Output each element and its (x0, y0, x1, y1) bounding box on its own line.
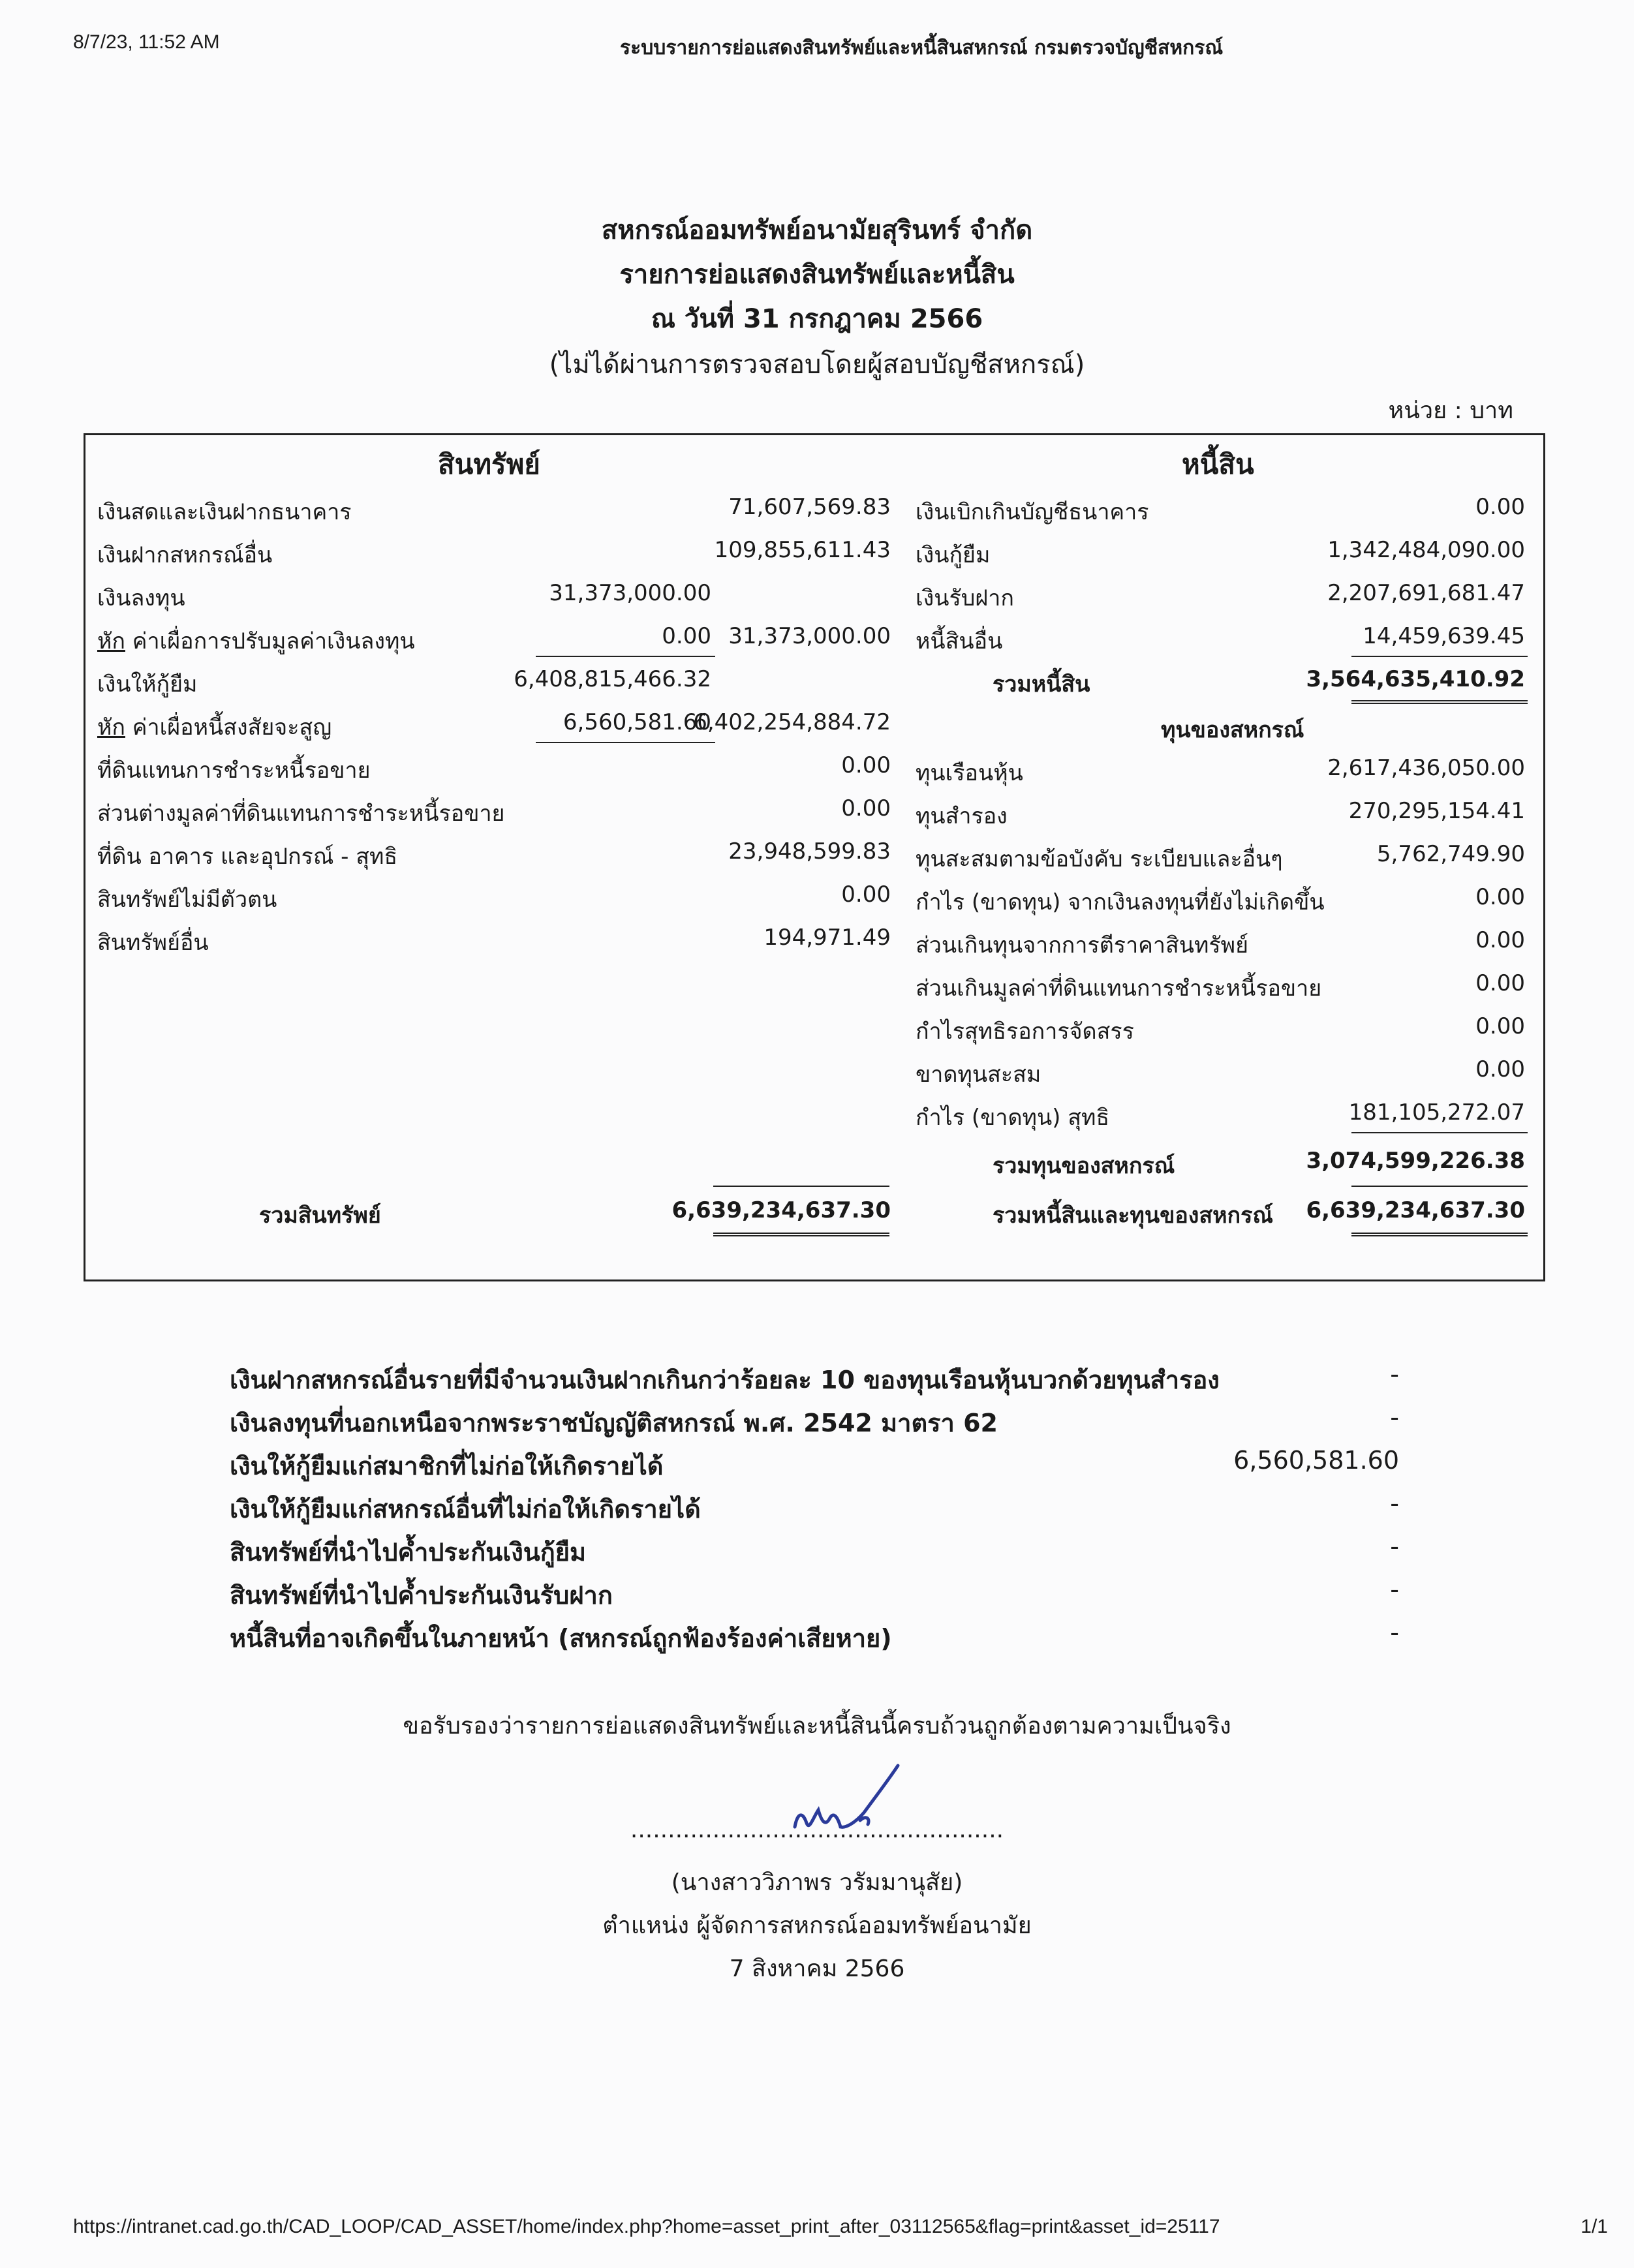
asset-value: 109,855,611.43 (714, 537, 891, 563)
page-count: 1/1 (1580, 2216, 1608, 2237)
certification-date: 7 สิงหาคม 2566 (729, 1955, 905, 1982)
total-double-rule (713, 1233, 889, 1236)
note-value: - (1390, 1618, 1399, 1647)
total-liabilities-value: 3,564,635,410.92 (1306, 666, 1525, 692)
deduct-prefix: หัก (97, 628, 125, 654)
asset-subvalue: 0.00 (662, 623, 711, 649)
asset-value: 0.00 (841, 881, 891, 908)
note-value: - (1390, 1575, 1399, 1604)
note-value: - (1390, 1360, 1399, 1388)
asset-value: 31,373,000.00 (728, 623, 891, 649)
signer-position: ตำแหน่ง ผู้จัดการสหกรณ์ออมทรัพย์อนามัย (602, 1912, 1032, 1939)
equity-label: ทุนเรือนหุ้น (916, 760, 1023, 786)
total-rule (1351, 1186, 1528, 1187)
balance-sheet-table (84, 433, 1545, 1281)
liability-label: เงินกู้ยืม (916, 542, 991, 568)
equity-value: 5,762,749.90 (1376, 841, 1525, 867)
note-label: เงินให้กู้ยืมแก่สหกรณ์อื่นที่ไม่ก่อให้เกิดรายได้ (230, 1495, 701, 1524)
note-value: - (1390, 1532, 1399, 1561)
note-value: - (1390, 1489, 1399, 1518)
note-label: สินทรัพย์ที่นำไปค้ำประกันเงินกู้ยืม (230, 1538, 587, 1567)
org-name: สหกรณ์ออมทรัพย์อนามัยสุรินทร์ จำกัด (601, 215, 1033, 245)
total-double-rule (1351, 1233, 1528, 1236)
total-liabilities-label: รวมหนี้สิน (993, 671, 1090, 697)
note-label: สินทรัพย์ที่นำไปค้ำประกันเงินรับฝาก (230, 1581, 613, 1610)
total-assets-value: 6,639,234,637.30 (671, 1197, 891, 1223)
asset-label: ที่ดิน อาคาร และอุปกรณ์ - สุทธิ (97, 844, 398, 870)
liability-value: 0.00 (1475, 494, 1525, 520)
total-assets-label: รวมสินทรัพย์ (259, 1203, 381, 1229)
equity-value: 2,617,436,050.00 (1327, 755, 1525, 781)
asset-subvalue: 31,373,000.00 (549, 580, 711, 606)
note-value: - (1390, 1403, 1399, 1432)
asset-label: เงินสดและเงินฝากธนาคาร (97, 499, 352, 525)
liabilities-heading: หนี้สิน (1182, 448, 1254, 480)
asset-label: เงินฝากสหกรณ์อื่น (97, 542, 273, 568)
note-label: เงินลงทุนที่นอกเหนือจากพระราชบัญญัติสหกรณ์ พ.ศ. 2542 มาตรา 62 (230, 1409, 998, 1437)
deduct-prefix: หัก (97, 714, 125, 741)
liability-label: หนี้สินอื่น (916, 628, 1003, 654)
liability-value: 1,342,484,090.00 (1327, 537, 1525, 563)
signature-line: .................................................. (630, 1816, 1004, 1843)
signer-name: (นางสาววิภาพร วรัมมานุสัย) (671, 1869, 963, 1896)
asset-label-text: ค่าเผื่อการปรับมูลค่าเงินลงทุน (125, 628, 415, 654)
equity-value: 0.00 (1475, 927, 1525, 953)
asset-value: 194,971.49 (763, 925, 891, 951)
grand-total-label: รวมหนี้สินและทุนของสหกรณ์ (993, 1203, 1273, 1229)
equity-heading: ทุนของสหกรณ์ (1161, 717, 1304, 743)
asset-value: 23,948,599.83 (728, 838, 891, 865)
asset-label (97, 623, 415, 658)
subtotal-rule (1351, 1132, 1528, 1133)
subtotal-rule (536, 656, 715, 657)
page-title: ระบบรายการย่อแสดงสินทรัพย์และหนี้สินสหกรณ์ กรมตรวจบัญชีสหกรณ์ (620, 37, 1224, 59)
asset-subvalue: 6,560,581.60 (563, 709, 711, 735)
total-equity-label: รวมทุนของสหกรณ์ (993, 1153, 1175, 1179)
asset-value: 6,402,254,884.72 (693, 709, 891, 735)
equity-label: ส่วนเกินมูลค่าที่ดินแทนการชำระหนี้รอขาย (916, 975, 1322, 1002)
asset-label-text: ค่าเผื่อหนี้สงสัยจะสูญ (125, 714, 332, 741)
asset-label: เงินลงทุน (97, 585, 185, 611)
equity-value: 181,105,272.07 (1348, 1099, 1525, 1126)
asset-label: สินทรัพย์ไม่มีตัวตน (97, 887, 277, 913)
subtotal-rule (1351, 656, 1528, 657)
equity-value: 0.00 (1475, 884, 1525, 910)
unit-label: หน่วย : บาท (1388, 397, 1513, 424)
equity-label: ส่วนเกินทุนจากการตีราคาสินทรัพย์ (916, 932, 1248, 958)
page-url: https://intranet.cad.go.th/CAD_LOOP/CAD_ASSET/home/index.php?home=asset_print_after_03112565&flag=print&asset_id=25117 (73, 2216, 1220, 2237)
asset-label: ส่วนต่างมูลค่าที่ดินแทนการชำระหนี้รอขาย (97, 801, 505, 827)
equity-label: ทุนสะสมตามข้อบังคับ ระเบียบและอื่นๆ (916, 846, 1283, 872)
note-value: 6,560,581.60 (1233, 1446, 1399, 1475)
total-double-rule (1351, 700, 1528, 704)
equity-label: ขาดทุนสะสม (916, 1062, 1041, 1088)
subtotal-rule (536, 742, 715, 743)
equity-value: 0.00 (1475, 1056, 1525, 1082)
liability-value: 14,459,639.45 (1363, 623, 1525, 649)
liability-value: 2,207,691,681.47 (1327, 580, 1525, 606)
equity-label: กำไรสุทธิรอการจัดสรร (916, 1019, 1134, 1045)
total-equity-value: 3,074,599,226.38 (1306, 1148, 1525, 1174)
asset-value: 0.00 (841, 795, 891, 821)
report-title: รายการย่อแสดงสินทรัพย์และหนี้สิน (619, 260, 1015, 290)
equity-label: ทุนสำรอง (916, 803, 1008, 829)
liability-label: เงินรับฝาก (916, 585, 1014, 611)
equity-value: 0.00 (1475, 1013, 1525, 1039)
assets-heading: สินทรัพย์ (438, 448, 540, 480)
asset-label (97, 709, 331, 744)
asset-label: ที่ดินแทนการชำระหนี้รอขาย (97, 758, 371, 784)
asset-value: 71,607,569.83 (728, 494, 891, 520)
note-label: เงินฝากสหกรณ์อื่นรายที่มีจำนวนเงินฝากเกินกว่าร้อยละ 10 ของทุนเรือนหุ้นบวกด้วยทุนสำรอง (230, 1366, 1220, 1394)
audit-note: (ไม่ได้ผ่านการตรวจสอบโดยผู้สอบบัญชีสหกรณ์) (549, 350, 1085, 380)
grand-total-value: 6,639,234,637.30 (1306, 1197, 1525, 1223)
report-date: ณ วันที่ 31 กรกฎาคม 2566 (651, 304, 983, 334)
certification-statement: ขอรับรองว่ารายการย่อแสดงสินทรัพย์และหนี้สินนี้ครบถ้วนถูกต้องตามความเป็นจริง (403, 1713, 1231, 1739)
total-rule (713, 1186, 889, 1187)
equity-label: กำไร (ขาดทุน) สุทธิ (916, 1105, 1110, 1131)
asset-value: 0.00 (841, 752, 891, 778)
equity-value: 270,295,154.41 (1348, 798, 1525, 824)
note-label: เงินให้กู้ยืมแก่สมาชิกที่ไม่ก่อให้เกิดรายได้ (230, 1452, 664, 1480)
print-timestamp: 8/7/23, 11:52 AM (73, 31, 220, 53)
equity-value: 0.00 (1475, 970, 1525, 996)
asset-subvalue: 6,408,815,466.32 (514, 666, 711, 692)
asset-label: สินทรัพย์อื่น (97, 930, 209, 956)
note-label: หนี้สินที่อาจเกิดขึ้นในภายหน้า (สหกรณ์ถูกฟ้องร้องค่าเสียหาย) (230, 1624, 892, 1653)
liability-label: เงินเบิกเกินบัญชีธนาคาร (916, 499, 1149, 525)
asset-label: เงินให้กู้ยืม (97, 671, 198, 697)
equity-label: กำไร (ขาดทุน) จากเงินลงทุนที่ยังไม่เกิดขึ้น (916, 889, 1325, 915)
